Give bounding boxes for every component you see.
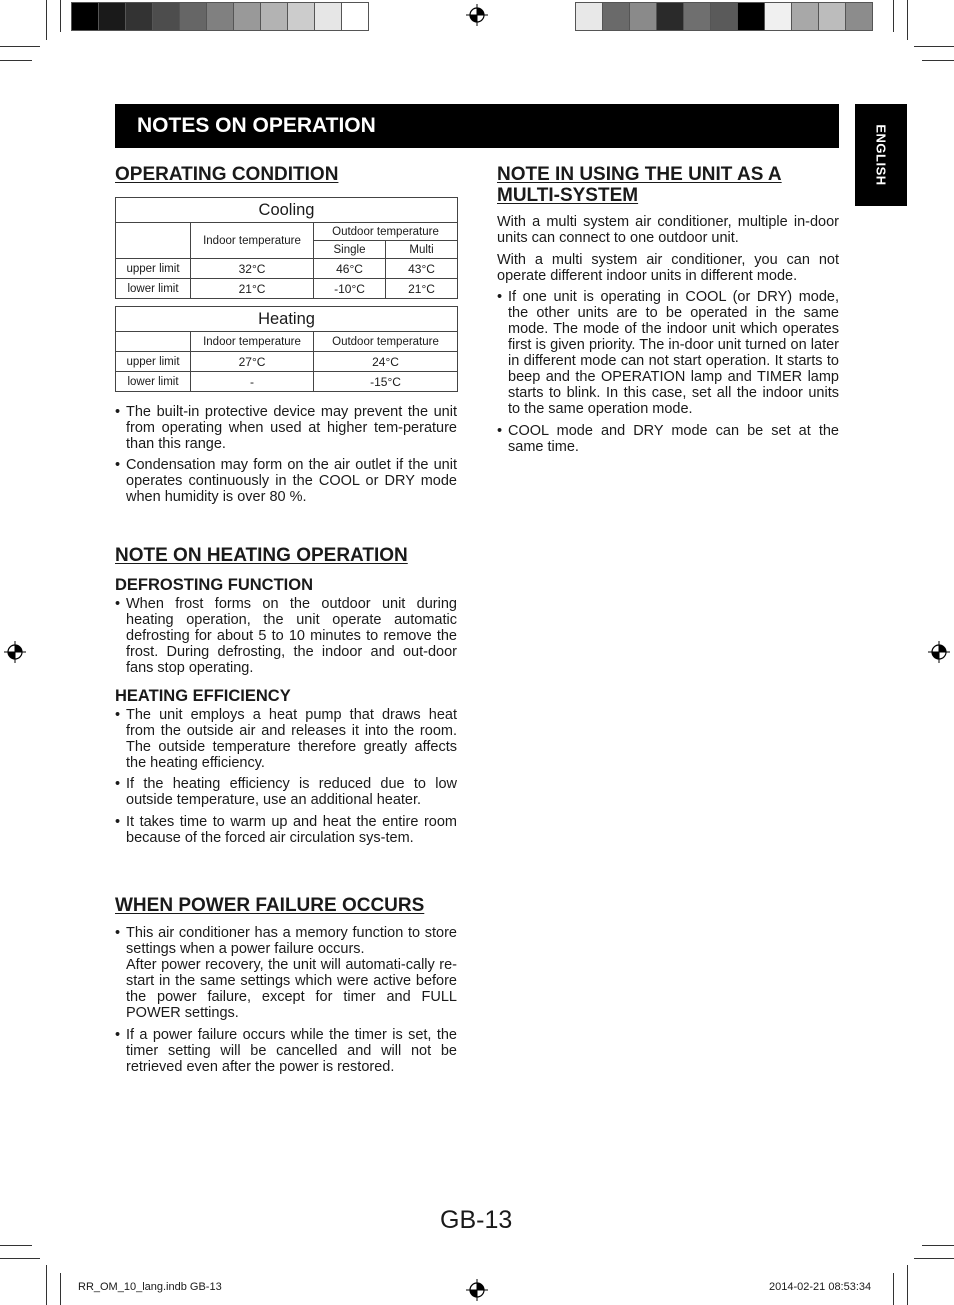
registration-mark-icon (4, 641, 26, 663)
list-item-text: If a power failure occurs while the timer is set, the timer setting will be cancelled and will not be retrieved even after the power is restored. (126, 1027, 457, 1075)
multi-system-heading (497, 164, 839, 206)
crop-mark (914, 1258, 954, 1259)
color-swatch (684, 3, 711, 30)
color-swatch (738, 3, 765, 30)
color-swatch (657, 3, 684, 30)
row-label: lower limit (116, 279, 191, 299)
multi-system-heading-line: MULTI-SYSTEM (497, 185, 639, 206)
crop-mark (922, 1245, 954, 1246)
cooling-indoor-header: Indoor temperature (191, 223, 314, 259)
color-swatch (126, 3, 153, 30)
crop-mark (0, 1245, 32, 1246)
operating-condition-notes (115, 404, 457, 505)
list-item: • It takes time to warm up and heat the entire room because of the forced air circulation sys-tem. (115, 814, 457, 846)
table-row (116, 259, 458, 279)
color-swatch (711, 3, 738, 30)
heating-indoor-header: Indoor temperature (191, 332, 314, 352)
page-number: GB-13 (440, 1206, 513, 1234)
crop-mark (922, 60, 954, 61)
list-item-text: This air conditioner has a memory function to store settings when a power failure occurs. (126, 925, 457, 957)
color-bar-right (575, 2, 873, 31)
crop-mark (0, 46, 40, 47)
color-swatch (603, 3, 630, 30)
operating-condition-heading: OPERATING CONDITION (115, 164, 339, 185)
multi-value: 43°C (386, 259, 458, 279)
row-label: upper limit (116, 259, 191, 279)
table-row (116, 352, 458, 372)
color-swatch (153, 3, 180, 30)
single-value: 46°C (314, 259, 386, 279)
multi-system-heading-line: NOTE IN USING THE UNIT AS A (497, 164, 782, 185)
color-swatch (846, 3, 872, 30)
indoor-value: 27°C (191, 352, 314, 372)
power-failure-notes (115, 925, 457, 1075)
list-item-text: The unit employs a heat pump that draws heat from the outside air and releases it into the room. The outside temperature therefore greatly affects the heating efficiency. (126, 707, 457, 771)
crop-mark (907, 1265, 908, 1305)
cooling-multi-header: Multi (386, 241, 458, 259)
list-item-text: After power recovery, the unit will automati-cally re-start in the same settings which were active before the power failure, except for timer and FULL POWER settings. (126, 957, 457, 1021)
heating-operation-heading: NOTE ON HEATING OPERATION (115, 545, 408, 566)
list-item: • The unit employs a heat pump that draws heat from the outside air and releases it into the room. The outside temperature therefore greatly affects the heating efficiency. (115, 707, 457, 771)
registration-mark-icon (466, 1279, 488, 1301)
operating-condition-section (115, 164, 457, 505)
crop-mark (60, 1273, 61, 1305)
crop-mark (893, 1273, 894, 1305)
paragraph: With a multi system air conditioner, you can not operate different indoor units in different mode. (497, 252, 839, 284)
heating-title: Heating (116, 307, 458, 332)
list-item-text: If one unit is operating in COOL (or DRY) mode, the other units are to be operated in the same mode. The mode of the indoor unit which operates first is given priority. The in-door unit turned on later in different mode can not start operation. It starts to beep and the OPERATION lamp and TIMER lamp starts to blink. In this case, set all the indoor units to the same operation mode. (508, 289, 839, 417)
list-item: • This air conditioner has a memory function to store settings when a power failure occurs. After power recovery, the unit will automati-cally re-start in the same settings which were active before the power failure, except for timer and FULL POWER settings. (115, 925, 457, 1021)
crop-mark (60, 0, 61, 32)
heating-outdoor-header: Outdoor temperature (314, 332, 458, 352)
color-swatch (765, 3, 792, 30)
cooling-table (115, 197, 458, 299)
list-item: • If a power failure occurs while the timer is set, the timer setting will be cancelled and will not be retrieved even after the power is restored. (115, 1027, 457, 1075)
crop-mark (46, 1265, 47, 1305)
heating-operation-section (115, 545, 457, 846)
crop-mark (0, 1258, 40, 1259)
crop-mark (907, 0, 908, 40)
crop-mark (914, 46, 954, 47)
color-bar-left (71, 2, 369, 31)
table-row (116, 372, 458, 392)
power-failure-heading: WHEN POWER FAILURE OCCURS (115, 895, 425, 916)
defrosting-heading: DEFROSTING FUNCTION (115, 576, 313, 594)
list-item: • Condensation may form on the air outlet if the unit operates continuously in the COOL or DRY mode when humidity is over 80 %. (115, 457, 457, 505)
color-swatch (792, 3, 819, 30)
color-swatch (180, 3, 207, 30)
cooling-outdoor-header: Outdoor temperature (314, 223, 458, 241)
color-swatch (630, 3, 657, 30)
indoor-value: 21°C (191, 279, 314, 299)
indoor-value: 32°C (191, 259, 314, 279)
outdoor-value: -15°C (314, 372, 458, 392)
footer-filename: RR_OM_10_lang.indb GB-13 (78, 1281, 222, 1293)
color-swatch (72, 3, 99, 30)
list-item: • The built-in protective device may prevent the unit from operating when used at higher tem-perature than this range. (115, 404, 457, 452)
color-swatch (234, 3, 261, 30)
color-swatch (342, 3, 368, 30)
heating-table (115, 306, 458, 392)
language-tab (855, 104, 907, 206)
registration-mark-icon (466, 4, 488, 26)
table-corner-cell (116, 332, 191, 352)
color-swatch (819, 3, 846, 30)
list-item-text: The built-in protective device may prevent the unit from operating when used at higher tem-perature than this range. (126, 404, 457, 452)
list-item-text: Condensation may form on the air outlet if the unit operates continuously in the COOL or DRY mode when humidity is over 80 %. (126, 457, 457, 505)
outdoor-value: 24°C (314, 352, 458, 372)
list-item: • COOL mode and DRY mode can be set at the same time. (497, 423, 839, 455)
page-title: NOTES ON OPERATION (115, 104, 839, 148)
color-swatch (99, 3, 126, 30)
multi-value: 21°C (386, 279, 458, 299)
list-item-text: When frost forms on the outdoor unit during heating operation, the unit operate automatic defrosting for about 5 to 10 minutes to remove the frost. During defrosting, the indoor and out-door fans stop operating. (126, 596, 457, 676)
defrosting-notes (115, 596, 457, 676)
color-swatch (288, 3, 315, 30)
crop-mark (46, 0, 47, 40)
single-value: -10°C (314, 279, 386, 299)
registration-mark-icon (928, 641, 950, 663)
color-swatch (315, 3, 342, 30)
list-item-text: It takes time to warm up and heat the entire room because of the forced air circulation sys-tem. (126, 814, 457, 846)
row-label: upper limit (116, 352, 191, 372)
list-item: • When frost forms on the outdoor unit during heating operation, the unit operate automatic defrosting for about 5 to 10 minutes to remove the frost. During defrosting, the indoor and out-door fans stop operating. (115, 596, 457, 676)
list-item: • If one unit is operating in COOL (or DRY) mode, the other units are to be operated in the same mode. The mode of the indoor unit which operates first is given priority. The in-door unit turned on later in different mode can not start operation. It starts to beep and the OPERATION lamp and TIMER lamp starts to blink. In this case, set all the indoor units to the same operation mode. (497, 289, 839, 417)
heating-efficiency-heading: HEATING EFFICIENCY (115, 687, 291, 705)
list-item-text: COOL mode and DRY mode can be set at the same time. (508, 423, 839, 455)
multi-system-section (497, 164, 839, 455)
list-item: • If the heating efficiency is reduced due to low outside temperature, use an additional heater. (115, 776, 457, 808)
row-label: lower limit (116, 372, 191, 392)
color-swatch (261, 3, 288, 30)
color-swatch (576, 3, 603, 30)
footer-timestamp: 2014-02-21 08:53:34 (769, 1281, 872, 1293)
paragraph: With a multi system air conditioner, multiple in-door units can connect to one outdoor unit. (497, 214, 839, 246)
list-item-text: If the heating efficiency is reduced due to low outside temperature, use an additional heater. (126, 776, 457, 808)
table-corner-cell (116, 223, 191, 259)
table-row (116, 279, 458, 299)
cooling-title: Cooling (116, 198, 458, 223)
language-tab-label: ENGLISH (873, 124, 889, 186)
multi-system-notes (497, 289, 839, 455)
cooling-single-header: Single (314, 241, 386, 259)
crop-mark (0, 60, 32, 61)
indoor-value: - (191, 372, 314, 392)
power-failure-section (115, 895, 457, 1075)
heating-efficiency-notes (115, 707, 457, 846)
crop-mark (893, 0, 894, 32)
color-swatch (207, 3, 234, 30)
